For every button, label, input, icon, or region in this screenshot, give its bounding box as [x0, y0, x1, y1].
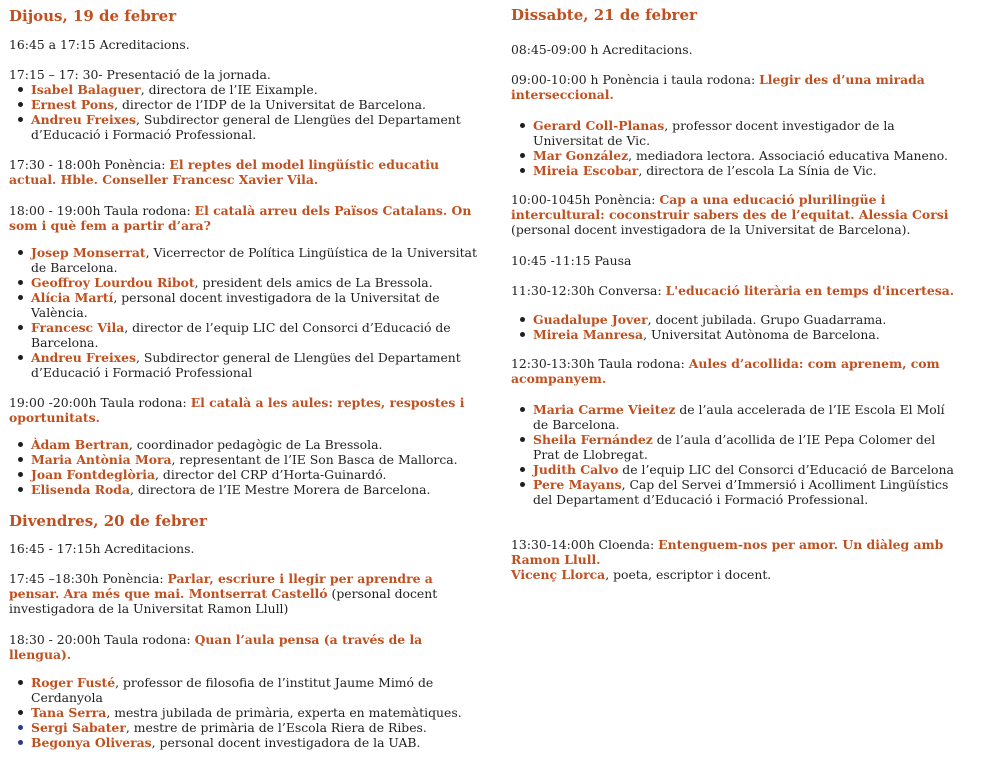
speaker-role: , personal docent investigadora de la Universitat de València.: [31, 290, 440, 320]
speaker-role: , mediadora lectora. Associació educativa Maneno.: [628, 148, 948, 163]
day3-heading: Dissabte, 21 de febrer: [511, 6, 697, 24]
session-time: 09:00-10:00 h Ponència i taula rodona:: [511, 72, 760, 87]
speaker-name: Pere Mayans: [533, 477, 622, 492]
speaker-role: , mestra jubilada de primària, experta en matemàtiques.: [106, 705, 462, 720]
day2-round-list: [9, 675, 484, 750]
list-item: [31, 112, 484, 142]
speaker-role: , Subdirector general de Llengües del Departament d’Educació i Formació Professional.: [31, 112, 461, 142]
session-title: Cap a una educació plurilingüe i intercultural: coconstruir sabers des de l’equitat. Alessia Corsi: [511, 192, 949, 222]
day1-talk: [9, 157, 484, 187]
day3-conversation-list: [511, 312, 956, 342]
session-time: 13:30-14:00h Cloenda:: [511, 537, 659, 552]
speaker-name: Francesc Vila: [31, 320, 125, 335]
list-item: [533, 462, 956, 477]
list-item: [31, 320, 484, 350]
day2-accreditation: 16:45 - 17:15h Acreditacions.: [9, 541, 195, 556]
day1-round2: [9, 395, 484, 425]
speaker-name: Maria Antònia Mora: [31, 452, 172, 467]
list-item: [31, 437, 484, 452]
speaker-role: , directora de l’escola La Sínia de Vic.: [638, 163, 877, 178]
list-item: [31, 245, 484, 275]
speaker-role: , director de l’IDP de la Universitat de Barcelona.: [114, 97, 426, 112]
speaker-role: de l’aula accelerada de l’IE Escola El Molí de Barcelona.: [533, 402, 945, 432]
day2-talk: [9, 571, 484, 616]
list-item: [533, 432, 956, 462]
speaker-role: de l’equip LIC del Consorci d’Educació de Barcelona: [618, 462, 954, 477]
session-title: Aules d’acollida: com aprenem, com acompanyem.: [511, 356, 940, 386]
list-item: [31, 82, 484, 97]
day3-round: [511, 356, 956, 386]
list-item: [533, 477, 956, 507]
day1-presentation: 17:15 – 17: 30- Presentació de la jornada.: [9, 67, 271, 82]
list-item: [533, 163, 956, 178]
speaker-role: , mestre de primària de l’Escola Riera de Ribes.: [125, 720, 427, 735]
day1-round2-list: [9, 437, 484, 497]
speaker-name: Judith Calvo: [533, 462, 619, 477]
session-time: 19:00 -20:00h Taula rodona:: [9, 395, 191, 410]
day1-presentation-list: [9, 82, 484, 142]
speaker-role: , Universitat Autònoma de Barcelona.: [643, 327, 880, 342]
session-time: 18:30 - 20:00h Taula rodona:: [9, 632, 195, 647]
day3-talk1: [511, 72, 956, 102]
day1-round1: [9, 203, 484, 233]
right-column: [511, 0, 956, 582]
speaker-name: Andreu Freixes: [31, 350, 136, 365]
speaker-name: Guadalupe Jover: [533, 312, 648, 327]
list-item: [533, 402, 956, 432]
session-time: 17:30 - 18:00h Ponència:: [9, 157, 170, 172]
speaker-role: , director de l’equip LIC del Consorci d’Educació de Barcelona.: [31, 320, 451, 350]
speaker-name: Sheila Fernández: [533, 432, 653, 447]
day1-accreditation: 16:45 a 17:15 Acreditacions.: [9, 37, 190, 52]
speaker-role: , personal docent investigadora de la UAB.: [151, 735, 421, 750]
speaker-name: Alícia Martí: [31, 290, 114, 305]
list-item: [31, 675, 484, 705]
day3-conversation: [511, 283, 956, 298]
speaker-role: , director del CRP d’Horta-Guinardó.: [155, 467, 387, 482]
session-title: Quan l’aula pensa (a través de la llengua).: [9, 632, 423, 662]
list-item: [31, 705, 484, 720]
day3-round-list: [511, 402, 956, 507]
speaker-name: Mireia Escobar: [533, 163, 639, 178]
speaker-name: Isabel Balaguer: [31, 82, 141, 97]
day1-round1-list: [9, 245, 484, 380]
list-item: [533, 312, 956, 327]
session-title: Llegir des d’una mirada interseccional.: [511, 72, 925, 102]
day3-talk2: [511, 192, 956, 237]
list-item: [31, 97, 484, 112]
left-column: [9, 0, 484, 750]
list-item: [31, 720, 484, 735]
session-title: Parlar, escriure i llegir per aprendre a pensar. Ara més que mai. Montserrat Castelló: [9, 571, 433, 601]
speaker-role: , professor de filosofia de l’institut Jaume Mimó de Cerdanyola: [31, 675, 434, 705]
speaker-name: Mireia Manresa: [533, 327, 644, 342]
speaker-name: Àdam Bertran: [31, 437, 129, 452]
session-detail: (personal docent investigadora de la Universitat de Barcelona).: [511, 222, 911, 237]
list-item: [31, 467, 484, 482]
list-item: [31, 350, 484, 380]
session-time: 11:30-12:30h Conversa:: [511, 283, 666, 298]
speaker-role: de l’aula d’acollida de l’IE Pepa Colomer del Prat de Llobregat.: [533, 432, 936, 462]
speaker-name: Mar González: [533, 148, 629, 163]
list-item: [31, 290, 484, 320]
session-time: 10:00-1045h Ponència:: [511, 192, 660, 207]
day3-talk1-list: [511, 118, 956, 178]
session-time: 18:00 - 19:00h Taula rodona:: [9, 203, 195, 218]
speaker-name: Elisenda Roda: [31, 482, 130, 497]
list-item: [533, 118, 956, 148]
session-title: L'educació literària en temps d'incertesa.: [665, 283, 955, 298]
speaker-name: Josep Monserrat: [31, 245, 146, 260]
session-time: 12:30-13:30h Taula rodona:: [511, 356, 689, 371]
session-detail: (personal docent investigadora de la Universitat Ramon Llull): [9, 586, 438, 616]
session-time: 17:45 –18:30h Ponència:: [9, 571, 168, 586]
day3-pause: 10:45 -11:15 Pausa: [511, 253, 632, 268]
speaker-role: , poeta, escriptor i docent.: [605, 567, 772, 582]
session-title: Entenguem-nos per amor. Un diàleg amb Ramon Llull.: [511, 537, 944, 567]
day2-heading: Divendres, 20 de febrer: [9, 512, 207, 530]
speaker-role: , professor docent investigador de la Universitat de Vic.: [533, 118, 895, 148]
list-item: [31, 482, 484, 497]
speaker-role: , directora de l’IE Eixample.: [140, 82, 318, 97]
session-title: El reptes del model lingüístic educatiu actual. Hble. Conseller Francesc Xavier Vila.: [9, 157, 439, 187]
day1-heading: Dijous, 19 de febrer: [9, 7, 177, 25]
speaker-role: , Cap del Servei d’Immersió i Acolliment Lingüístics del Departament d’Educació i Formació Professional.: [533, 477, 949, 507]
speaker-name: Gerard Coll-Planas: [533, 118, 665, 133]
list-item: [31, 275, 484, 290]
speaker-role: , Vicerrector de Política Lingüística de la Universitat de Barcelona.: [31, 245, 477, 275]
day2-round: [9, 632, 484, 662]
speaker-name: Roger Fusté: [31, 675, 116, 690]
day3-closing: [511, 537, 956, 582]
speaker-name: Sergi Sabater: [31, 720, 126, 735]
list-item: [31, 452, 484, 467]
speaker-role: , Subdirector general de Llengües del Departament d’Educació i Formació Professional: [31, 350, 461, 380]
speaker-role: , docent jubilada. Grupo Guadarrama.: [647, 312, 887, 327]
speaker-name: Vicenç Llorca: [511, 567, 606, 582]
speaker-role: , representant de l’IE Son Basca de Mallorca.: [171, 452, 458, 467]
list-item: [31, 735, 484, 750]
list-item: [533, 327, 956, 342]
speaker-name: Geoffroy Lourdou Ribot: [31, 275, 195, 290]
speaker-role: , president dels amics de La Bressola.: [194, 275, 433, 290]
session-title: El català a les aules: reptes, respostes i oportunitats.: [9, 395, 465, 425]
session-title: El català arreu dels Països Catalans. On som i què fem a partir d’ara?: [9, 203, 472, 233]
speaker-role: , coordinador pedagògic de La Bressola.: [128, 437, 383, 452]
speaker-name: Joan Fontdeglòria: [31, 467, 156, 482]
speaker-name: Andreu Freixes: [31, 112, 136, 127]
speaker-role: , directora de l’IE Mestre Morera de Barcelona.: [130, 482, 431, 497]
day3-accreditation: 08:45-09:00 h Acreditacions.: [511, 42, 693, 57]
speaker-name: Begonya Oliveras: [31, 735, 152, 750]
list-item: [533, 148, 956, 163]
speaker-name: Maria Carme Vieitez: [533, 402, 676, 417]
speaker-name: Ernest Pons: [31, 97, 115, 112]
speaker-name: Tana Serra: [31, 705, 107, 720]
